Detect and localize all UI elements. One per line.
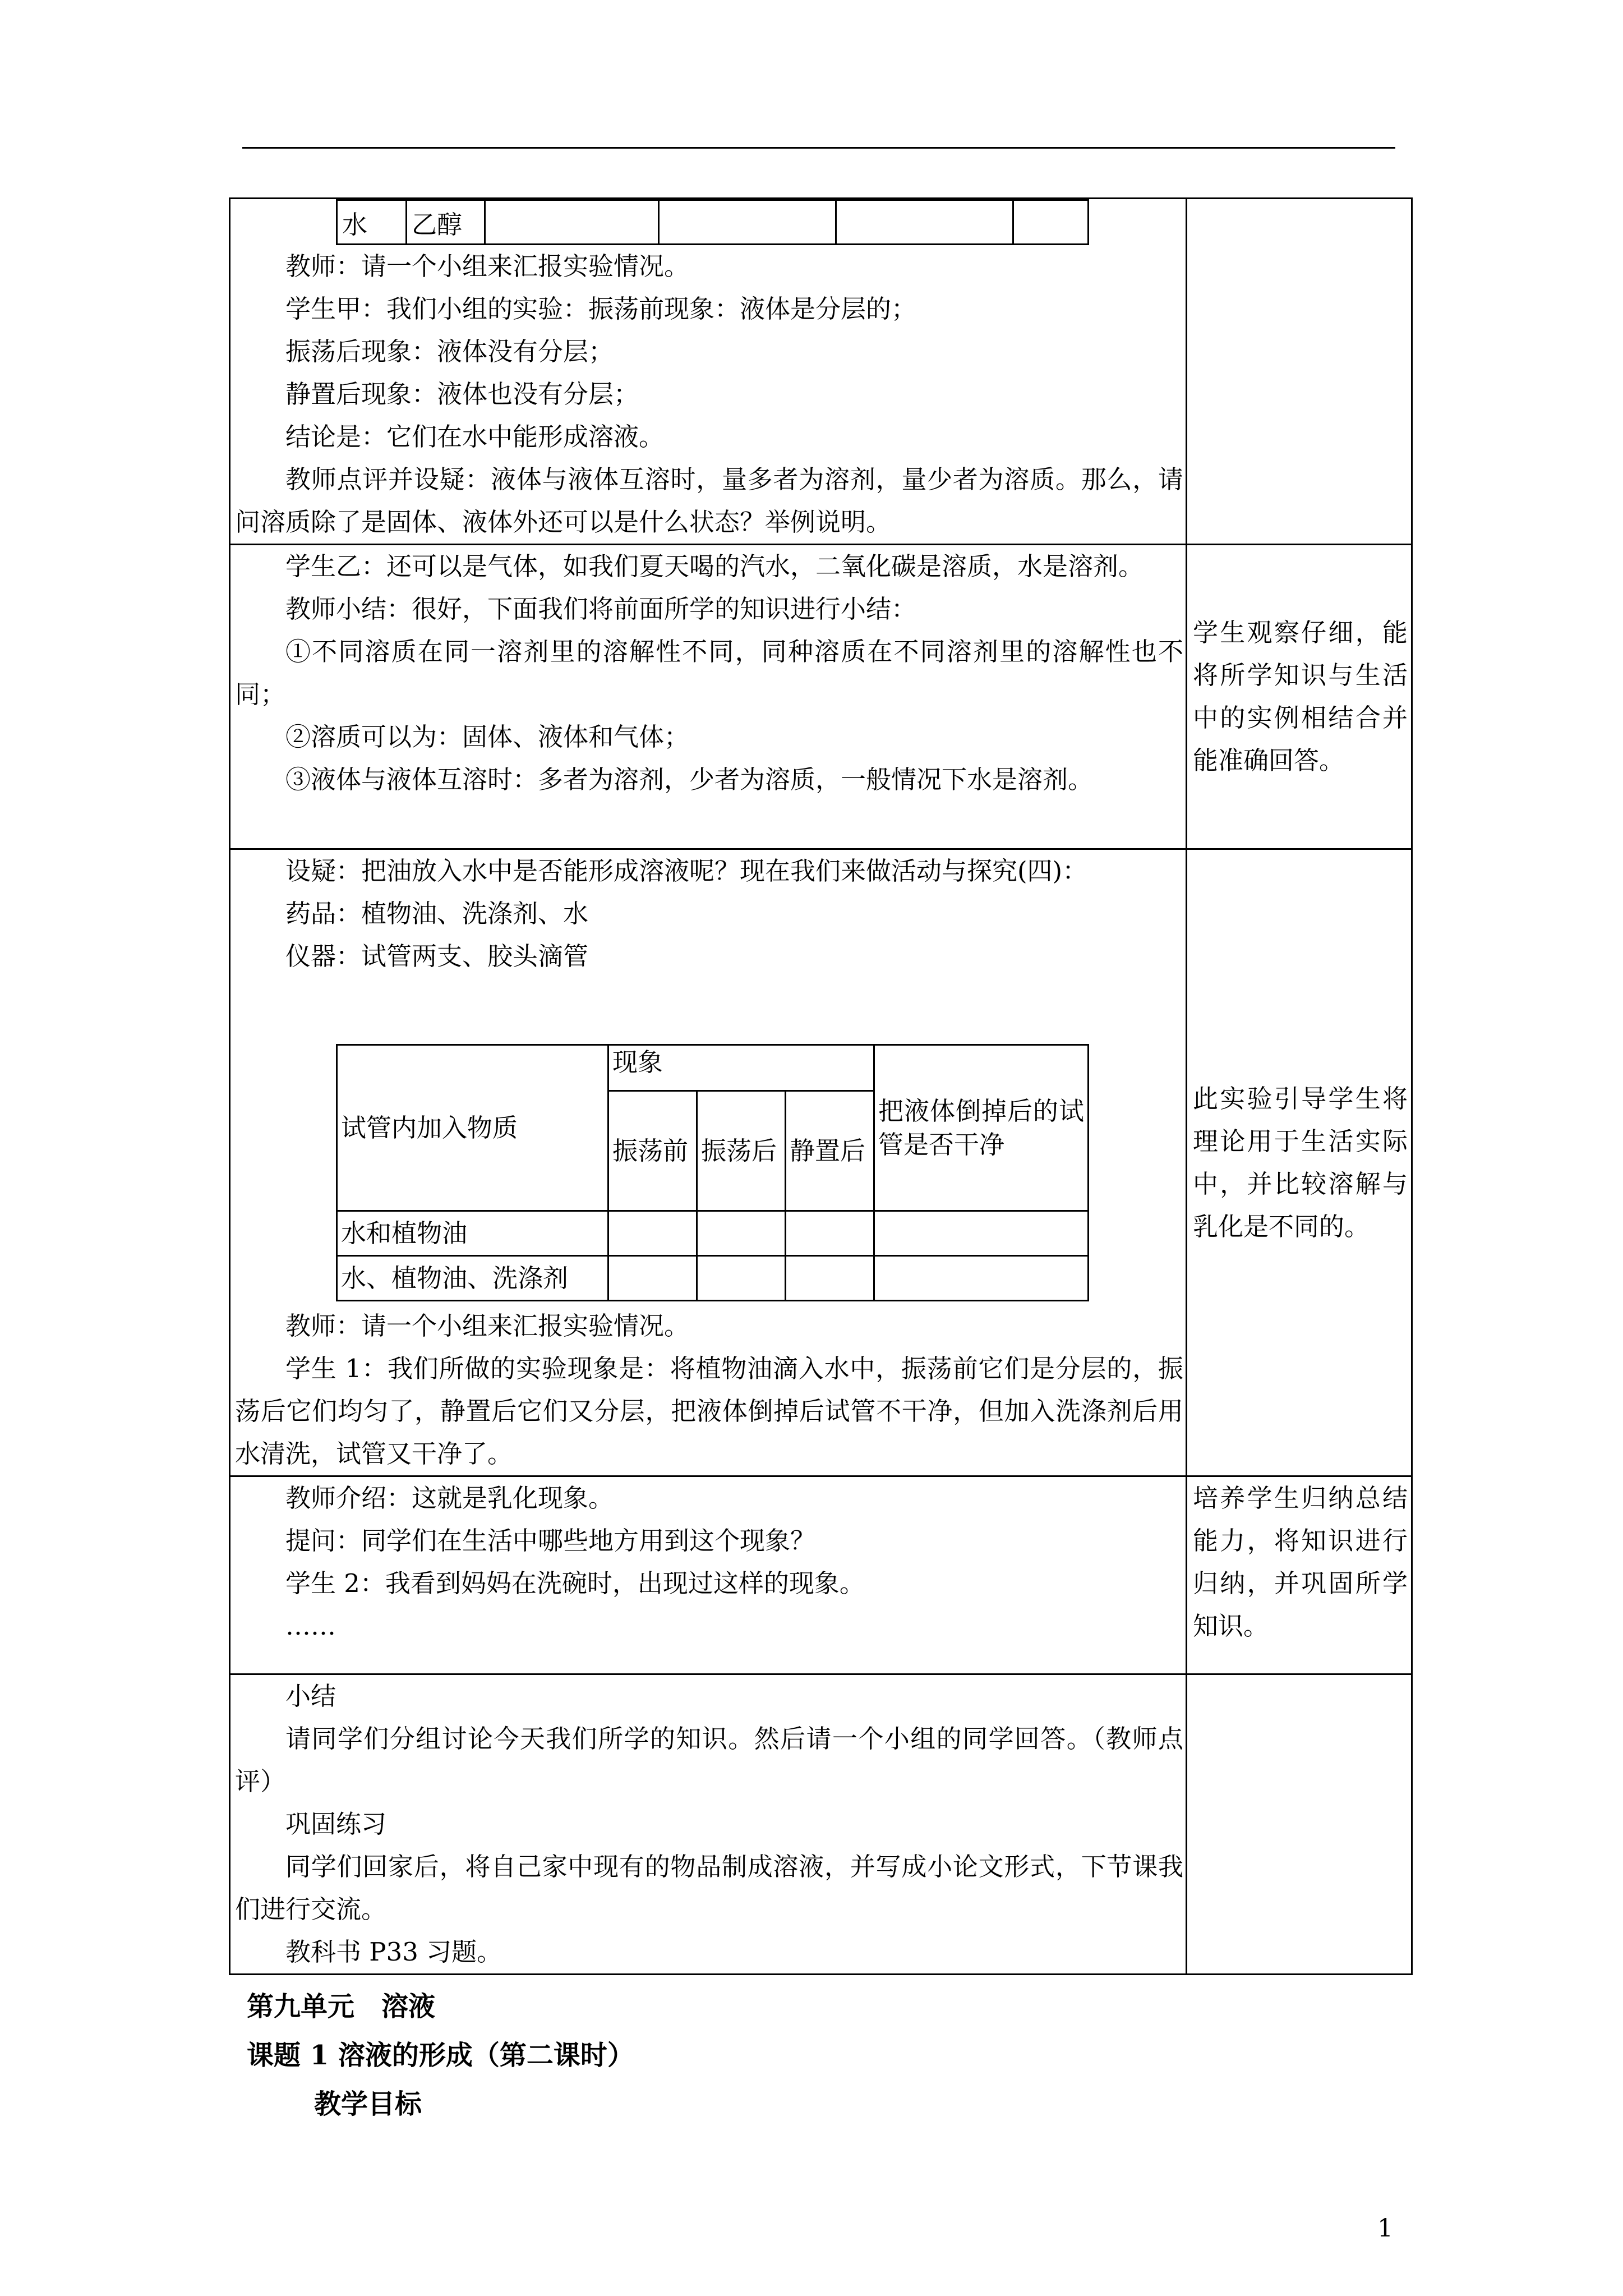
table-cell xyxy=(874,1256,1089,1301)
table-cell xyxy=(786,1256,874,1301)
lesson-row-2-note xyxy=(1187,545,1412,849)
lesson-row-4-note xyxy=(1187,1476,1412,1674)
lesson-row-5 xyxy=(230,1674,1412,1975)
paragraph: 静置后现象：液体也没有分层； xyxy=(285,379,639,409)
table-cell: 水和植物油 xyxy=(337,1211,608,1256)
paragraph: ②溶质可以为：固体、液体和气体； xyxy=(285,722,690,752)
experiment-subheader: 振荡前 xyxy=(608,1091,697,1211)
paragraph: 巩固练习 xyxy=(285,1809,387,1839)
table-cell xyxy=(874,1211,1089,1256)
lesson-row-5-main xyxy=(230,1674,1187,1975)
table-cell xyxy=(1013,200,1089,245)
experiment-subheader: 振荡后 xyxy=(697,1091,786,1211)
table-cell xyxy=(608,1256,697,1301)
partial-table-row xyxy=(337,200,1089,245)
spacer xyxy=(235,978,1183,1039)
paragraph: 教师点评并设疑：液体与液体互溶时，量多者为溶剂，量少者为溶质。那么，请问溶质除了是固体、液体外还可以是什么状态？举例说明。 xyxy=(235,464,1183,537)
experiment-row xyxy=(337,1256,1089,1301)
table-cell xyxy=(786,1211,874,1256)
paragraph: 教师：请一个小组来汇报实验情况。 xyxy=(285,251,690,281)
table-cell xyxy=(659,200,836,245)
table-cell xyxy=(836,200,1013,245)
lesson-row-1-main xyxy=(230,199,1187,545)
paragraph: 振荡后现象：液体没有分层； xyxy=(285,337,614,366)
lesson-row-3 xyxy=(230,849,1412,1476)
lesson-row-2 xyxy=(230,545,1412,849)
experiment-header-row xyxy=(337,1045,1089,1091)
paragraph: ①不同溶质在同一溶剂里的溶解性不同，同种溶质在不同溶剂里的溶解性也不同； xyxy=(235,637,1183,709)
experiment-row xyxy=(337,1211,1089,1256)
lesson-row-2-main xyxy=(230,545,1187,849)
table-cell: 水、植物油、洗涤剂 xyxy=(337,1256,608,1301)
paragraph: 请同学们分组讨论今天我们所学的知识。然后请一个小组的同学回答。（教师点评） xyxy=(235,1724,1183,1796)
paragraph: 学生乙：还可以是气体，如我们夏天喝的汽水，二氧化碳是溶质，水是溶剂。 xyxy=(285,551,1144,581)
lesson-row-3-note xyxy=(1187,849,1412,1476)
experiment-subheader: 静置后 xyxy=(786,1091,874,1211)
paragraph: 教师小结：很好，下面我们将前面所学的知识进行小结： xyxy=(285,594,917,624)
lesson-row-5-note xyxy=(1187,1674,1412,1975)
header-rule xyxy=(242,147,1395,149)
lesson-row-4 xyxy=(230,1476,1412,1674)
lesson-table xyxy=(229,197,1413,1975)
design-note: 培养学生归纳总结能力，将知识进行归纳，并巩固所学知识。 xyxy=(1193,1483,1408,1641)
objectives-heading: 教学目标 xyxy=(314,2088,422,2120)
paragraph: …… xyxy=(285,1611,336,1641)
paragraph: 仪器：试管两支、胶头滴管 xyxy=(285,941,589,971)
table-cell xyxy=(608,1211,697,1256)
paragraph: 结论是：它们在水中能形成溶液。 xyxy=(285,422,665,452)
partial-solubility-table xyxy=(336,199,1089,245)
table-cell: 水 xyxy=(337,200,407,245)
lesson-heading: 课题 1 溶液的形成（第二课时） xyxy=(247,2040,634,2071)
experiment-table xyxy=(336,1044,1089,1301)
lesson-row-1-note xyxy=(1187,199,1412,545)
experiment-header-phenomenon: 现象 xyxy=(608,1045,874,1091)
paragraph: 学生甲：我们小组的实验：振荡前现象：液体是分层的； xyxy=(285,294,917,324)
paragraph: 同学们回家后，将自己家中现有的物品制成溶液，并写成小论文形式，下节课我们进行交流。 xyxy=(235,1852,1183,1924)
table-cell xyxy=(485,200,659,245)
table-cell: 乙醇 xyxy=(407,200,485,245)
lesson-row-1 xyxy=(230,199,1412,545)
paragraph: 提问：同学们在生活中哪些地方用到这个现象？ xyxy=(285,1526,816,1556)
experiment-header-substance: 试管内加入物质 xyxy=(337,1045,608,1211)
paragraph: 教科书 P33 习题。 xyxy=(285,1937,502,1967)
page-number: 1 xyxy=(1377,2214,1393,2243)
lesson-row-4-main xyxy=(230,1476,1187,1674)
unit-heading: 第九单元 溶液 xyxy=(247,1991,436,2022)
lesson-row-3-main xyxy=(230,849,1187,1476)
paragraph: 药品：植物油、洗涤剂、水 xyxy=(285,899,589,928)
paragraph: 设疑：把油放入水中是否能形成溶液呢？现在我们来做活动与探究(四)： xyxy=(285,856,1088,886)
paragraph: 学生 2：我看到妈妈在洗碗时，出现过这样的现象。 xyxy=(285,1568,865,1598)
table-cell xyxy=(697,1211,786,1256)
design-note: 学生观察仔细，能将所学知识与生活中的实例相结合并能准确回答。 xyxy=(1193,618,1408,775)
paragraph: 小结 xyxy=(285,1681,336,1711)
table-cell xyxy=(697,1256,786,1301)
paragraph: 教师：请一个小组来汇报实验情况。 xyxy=(285,1311,690,1341)
paragraph: 教师介绍：这就是乳化现象。 xyxy=(285,1483,614,1513)
paragraph: ③液体与液体互溶时：多者为溶剂，少者为溶质，一般情况下水是溶剂。 xyxy=(285,765,1094,794)
design-note: 此实验引导学生将理论用于生活实际中，并比较溶解与乳化是不同的。 xyxy=(1193,1083,1408,1241)
paragraph: 学生 1：我们所做的实验现象是：将植物油滴入水中，振荡前它们是分层的，振荡后它们均匀了，静置后它们又分层，把液体倒掉后试管不干净，但加入洗涤剂后用水清洗，试管又干净了。 xyxy=(235,1354,1183,1469)
experiment-header-clean: 把液体倒掉后的试管是否干净 xyxy=(874,1045,1089,1211)
